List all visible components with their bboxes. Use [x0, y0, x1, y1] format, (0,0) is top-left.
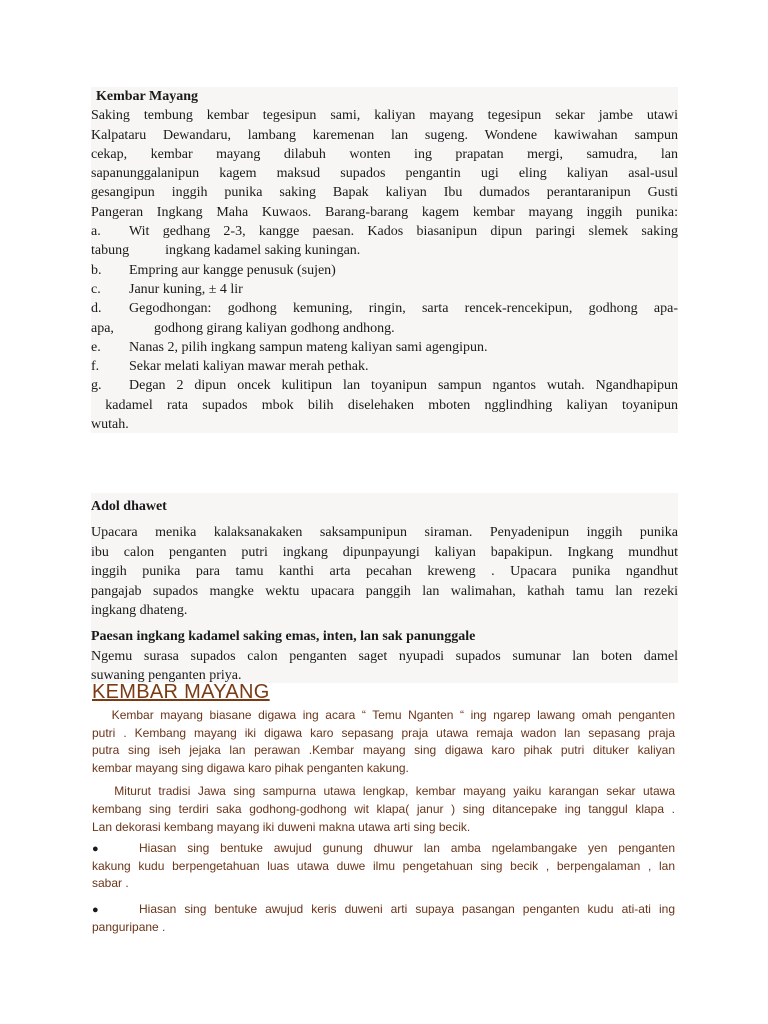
list-text: apa,: [91, 320, 114, 336]
text-line: ibu calon penganten putri ingkang dipunpayungi kaliyan bapakipun. Ingkang mundhut: [91, 544, 678, 560]
list-item: [91, 376, 678, 395]
bullet-item: [92, 901, 675, 936]
list-label: a.: [91, 224, 101, 240]
text-line: pangajab supados mangke wektu upacara panggih lan walimahan, kathah tamu lan rezeki: [91, 583, 678, 599]
list-text: Gegodhongan: godhong kemuning, ringin, sarta rencek-rencekipun, godhong apa-: [129, 301, 678, 317]
list-text: godhong girang kaliyan godhong andhong.: [153, 320, 395, 336]
list-text: Empring aur kangge penusuk (sujen): [129, 262, 336, 278]
text-line: gesangipun inggih punika saking Bapak kaliyan Ibu dumados perantaranipun Gusti: [91, 185, 678, 201]
list-label: c.: [91, 281, 101, 297]
text-line: cekap, kembar mayang dilabuh wonten ing prapatan mergi, samudra, lan: [91, 146, 678, 162]
list-text: Janur kuning, ± 4 lir: [129, 281, 243, 297]
section-title: Kembar Mayang: [96, 89, 199, 104]
list-item-continuation: [91, 241, 678, 260]
list-text: Degan 2 dipun oncek kulitipun lan toyanipun sampun ngantos wutah. Ngandhapipun: [129, 378, 678, 394]
list-label: e.: [91, 339, 101, 355]
list-item: [91, 338, 678, 357]
list-item: [91, 357, 678, 376]
text-line: Hiasan sing bentuke awujud gunung dhuwur lan amba ngelambangake yen penganten: [139, 841, 675, 856]
bullet-icon: ●: [92, 903, 99, 916]
text-line: sapanunggalanipun kagem maksud supados pengantin ugi eling kaliyan asal-usul: [91, 166, 678, 182]
paragraph: [92, 707, 675, 777]
text-line: putra sing iseh jejaka lan perawan .Kembar mayang sing digawa karo pihak putri dituker kaliyan: [92, 743, 675, 758]
text-line: Kalpataru Dewandaru, lambang karemenan lan sugeng. Wondene kawiwahan sampun: [91, 127, 678, 143]
text-line: Miturut tradisi Jawa sing sampurna utawa lengkap, kembar mayang yaiku karangan sekar utawa: [92, 784, 675, 799]
list-item-continuation: wutah.: [91, 417, 129, 433]
kembar-mayang-article: [92, 680, 675, 936]
text-line: Upacara menika kalaksanakaken saksampunipun siraman. Penyadenipun inggih punika: [91, 525, 678, 541]
bullet-item: [92, 840, 675, 893]
list-text: ingkang kadamel saking kuningan.: [165, 243, 361, 259]
text-line: suwaning penganten priya.: [91, 668, 242, 684]
text-line: putri . Kembang mayang iki digawa karo sepasang praja utawa remaja wadon lan sepasang praja: [92, 725, 675, 740]
text-line: Ngemu surasa supados calon penganten saget nyupadi supados sumunar lan boten damel: [91, 648, 678, 664]
list-item: [91, 222, 678, 241]
list-text: Nanas 2, pilih ingkang sampun mateng kaliyan sami agengipun.: [129, 339, 488, 355]
bullet-icon: ●: [92, 843, 99, 856]
kembar-mayang-section: [91, 87, 678, 433]
list-label: d.: [91, 301, 102, 317]
text-line: sabar .: [92, 876, 129, 891]
list-label: f.: [91, 359, 100, 375]
list-item: [91, 261, 678, 280]
list-text: Sekar melati kaliyan mawar merah pethak.: [129, 359, 369, 375]
text-line: Pangeran Ingkang Maha Kuwaos. Barang-barang kagem kembar mayang inggih punika:: [91, 204, 678, 220]
list-label: g.: [91, 378, 102, 394]
list-text: Wit gedhang 2-3, kangge paesan. Kados biasanipun dipun paringi slemek saking: [129, 224, 678, 240]
section-title: Adol dhawet: [91, 499, 167, 514]
article-title: KEMBAR MAYANG: [92, 681, 270, 703]
list-label: b.: [91, 262, 102, 278]
text-line: Saking tembung kembar tegesipun sami, kaliyan mayang tegesipun sekar jambe utawi: [91, 108, 678, 124]
text-line: Hiasan sing bentuke awujud keris duweni arti supaya pasangan penganten kudu ati-ati ing: [139, 901, 675, 916]
list-text: tabung: [91, 243, 130, 259]
list-item-continuation: [91, 319, 678, 338]
text-line: Kembar mayang biasane digawa ing acara “ Temu Nganten “ ing ngarep lawang omah penganten: [92, 708, 675, 722]
article-body: [92, 707, 675, 936]
list-item-continuation: kadamel rata supados mbok bilih diselehaken mboten ngglindhing kaliyan toyanipun: [91, 397, 678, 413]
text-line: panguripane .: [92, 919, 166, 934]
paragraph: [92, 783, 675, 836]
text-line: kembar mayang sing digawa karo pihak penganten kakung.: [92, 760, 409, 775]
text-line: Lan dekorasi kembang mayang iki duweni makna utawa arti sing becik.: [92, 819, 471, 834]
text-line: kakung kudu berpengetahuan luas utawa duwe ilmu pengetahuan sing becik , berpengalaman , lan: [92, 858, 675, 873]
list-item: [91, 299, 678, 318]
text-line: ingkang dhateng.: [91, 603, 188, 619]
intro-paragraph: [91, 106, 678, 222]
paragraph: [91, 523, 678, 620]
adol-dhawet-section: [91, 493, 678, 683]
text-line: inggih punika para tamu kanthi arta pecahan kreweng . Upacara punika ngandhut: [91, 564, 678, 580]
subsection-title: Paesan ingkang kadamel saking emas, inten, lan sak panunggale: [91, 629, 476, 645]
text-line: kembang sing terdiri saka godhong-godhong wit klapa( janur ) sing ditancepake ing tanggul klapa .: [92, 801, 675, 816]
list-item: [91, 280, 678, 299]
